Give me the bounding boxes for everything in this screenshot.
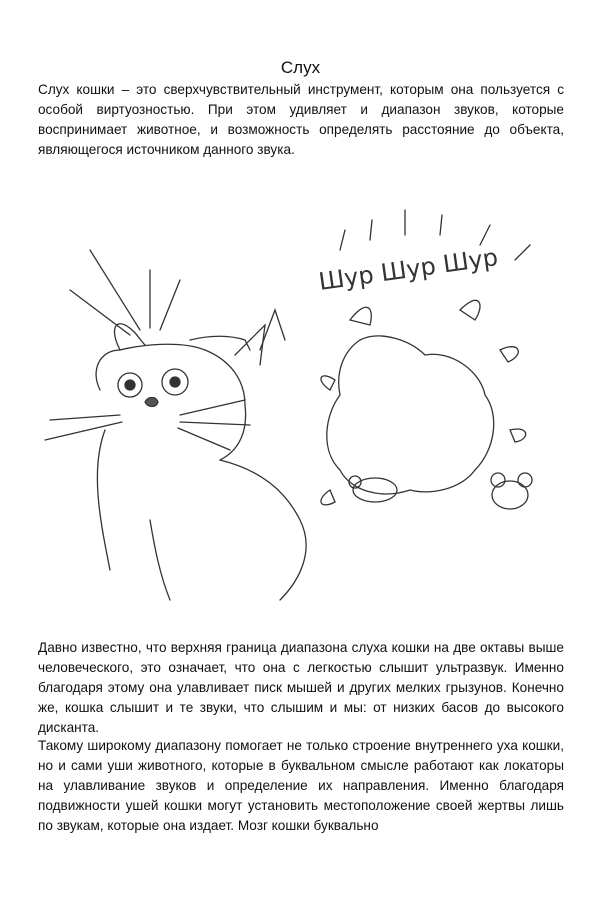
paragraph-intro: Слух кошки – это сверхчувствительный инструмент, которым она пользуется с особой виртуозностью. При этом удивляет и диапазон звуков, которые воспринимает животное, и возможность определять расстояние до объекта, являющегося источником данного звука. — [38, 82, 564, 157]
page-title: Слух — [280, 58, 321, 77]
cat-listening-illustration — [30, 190, 575, 610]
paragraph-hearing-range: Давно известно, что верхняя граница диапазона слуха кошки на две октавы выше человеческого, это означает, что она с легкостью слышит ультразвук. Именно благодаря этому она улавливает писк мышей и других мелких грызунов. Конечно же, кошка слышит и те звуки, что слышим и мы: от низких басов до высокого дисканта. — [38, 640, 564, 735]
sound-onomatopoeia: Шур Шур Шур — [316, 243, 500, 296]
paragraph-ears-locators: Такому широкому диапазону помогает не только строение внутреннего уха кошки, но и сами уши животного, которые в буквальном смысле работают как локаторы на улавливание звуков и определение их направления. Именно благодаря подвижности ушей кошки могут установить местоположение своей жертвы лишь по звукам, которые она издает. Мозг кошки буквально — [38, 738, 564, 833]
